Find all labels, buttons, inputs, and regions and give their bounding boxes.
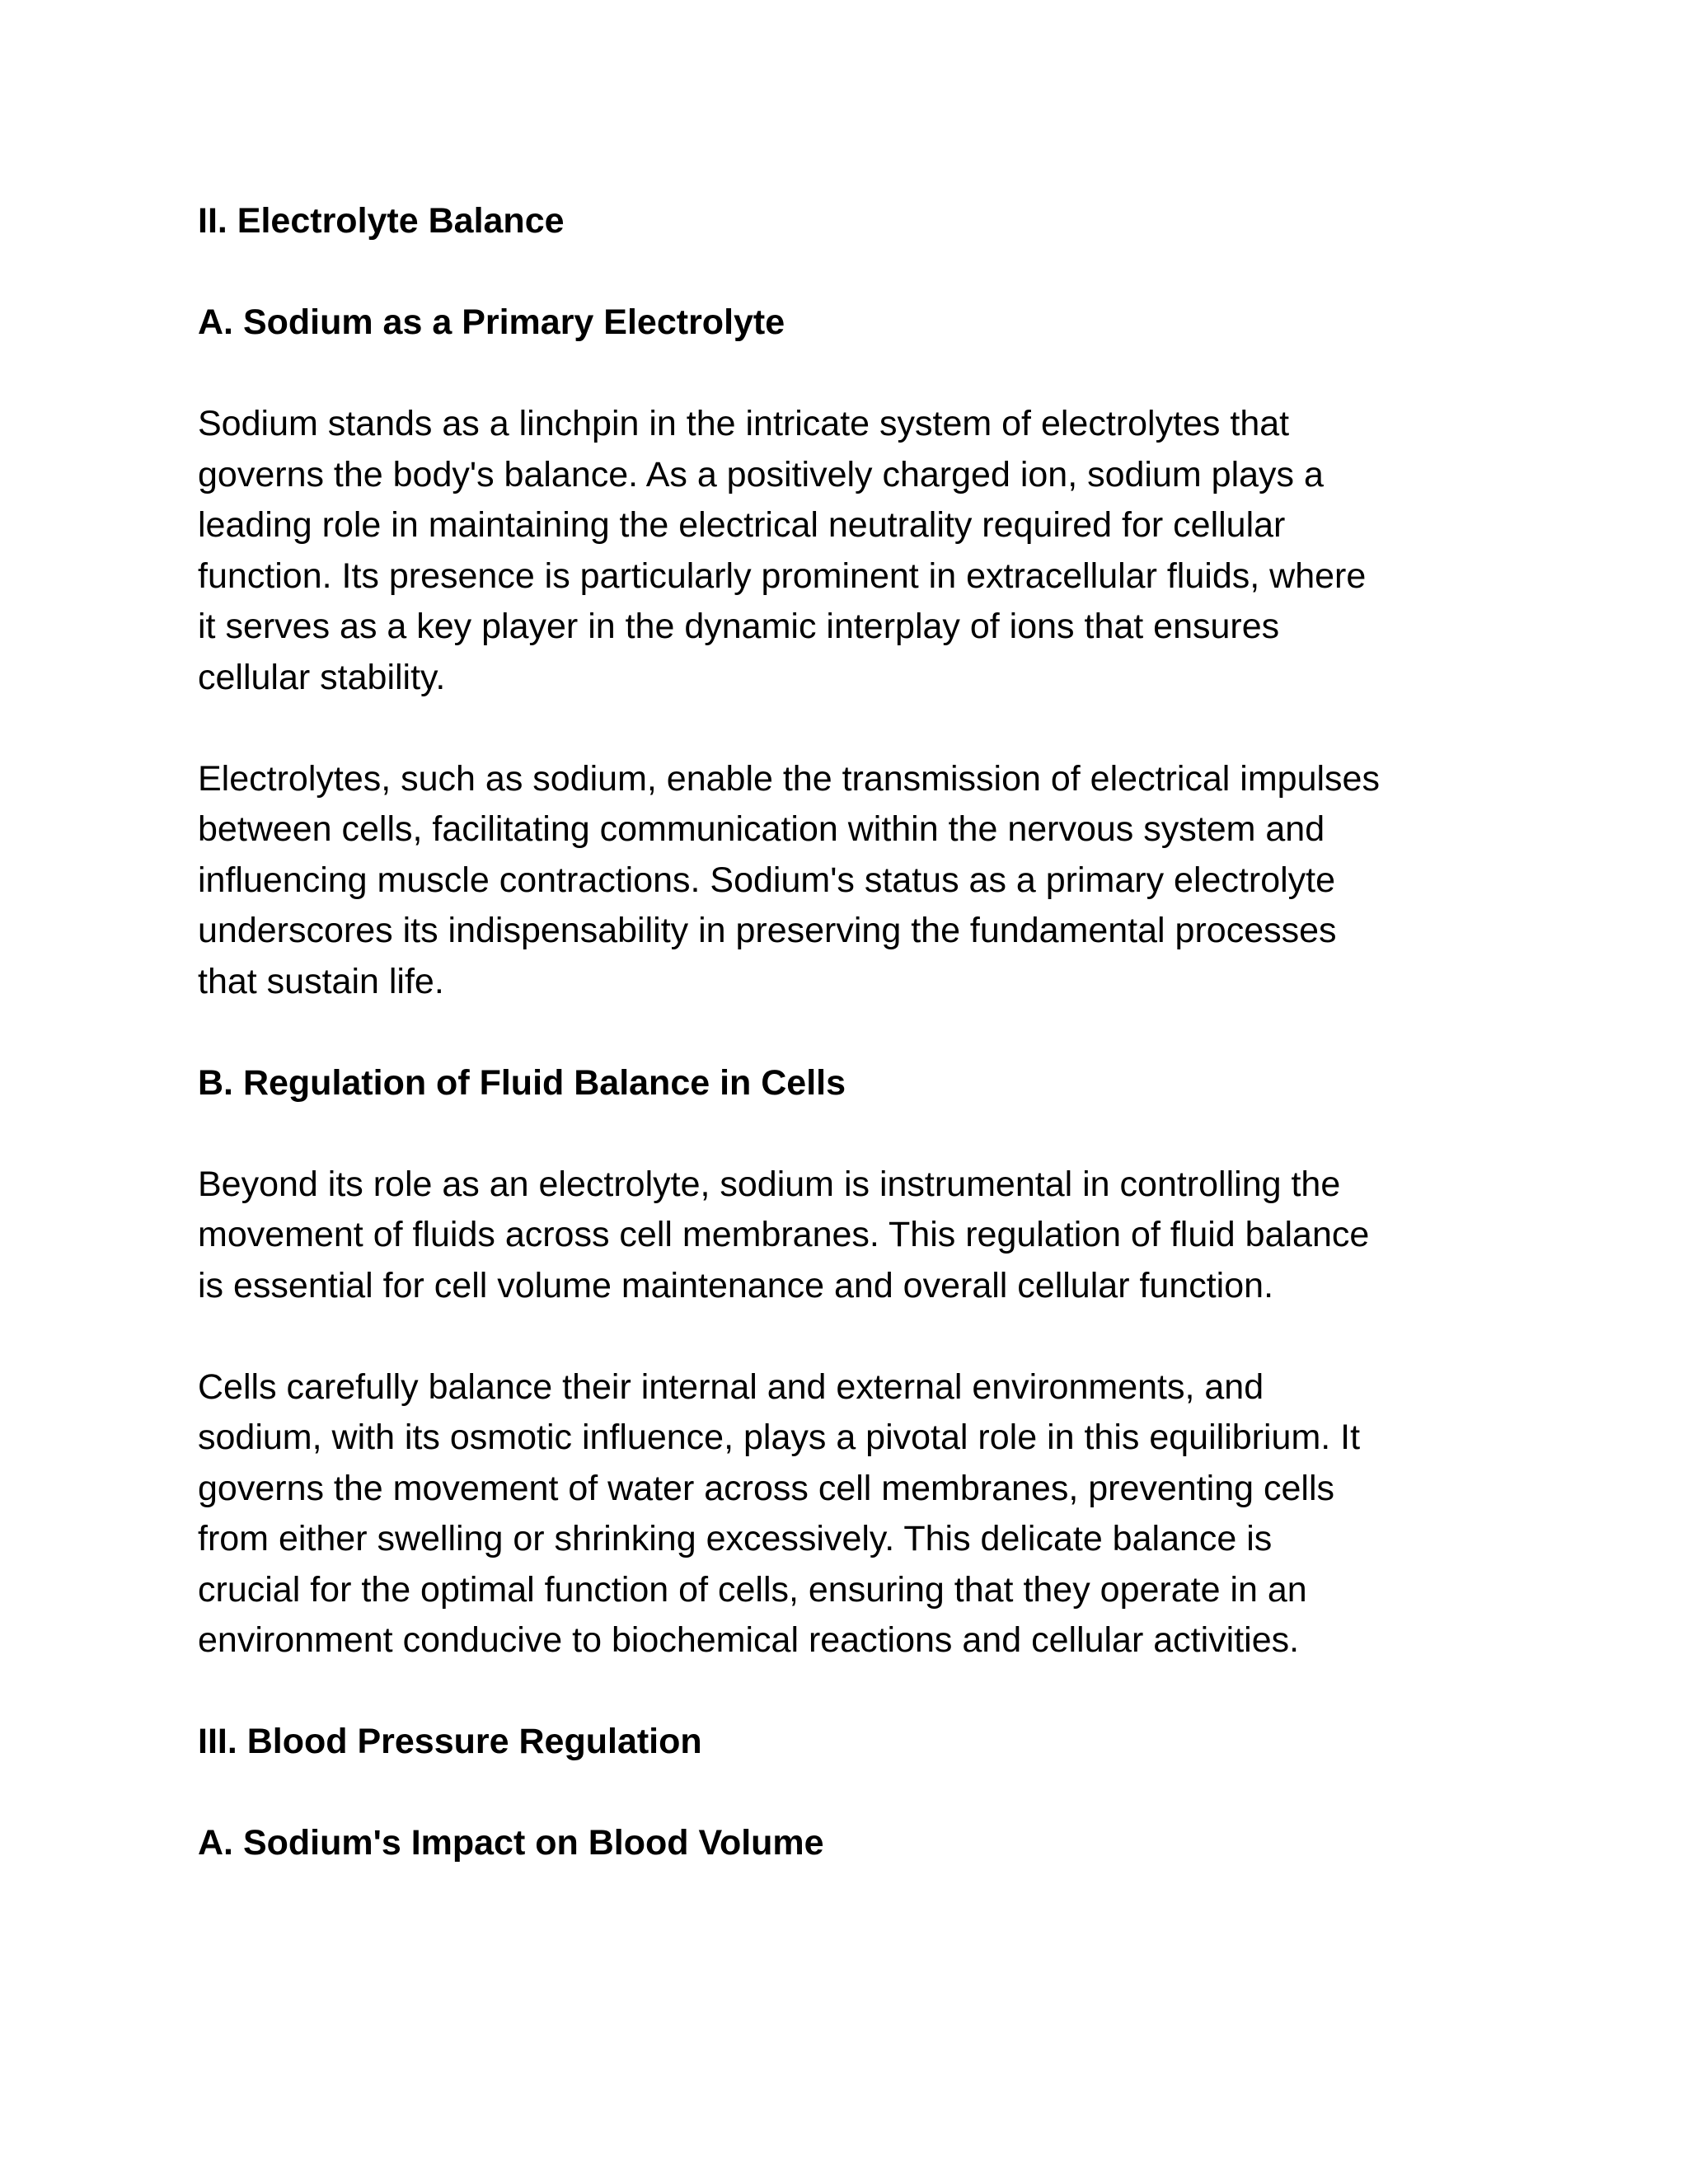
heading-line: II. Electrolyte Balance (198, 201, 565, 241)
subsection-heading-fluid-balance (198, 1058, 1517, 1109)
text-line: leading role in maintaining the electrical neutrality required for cellular (198, 505, 1286, 545)
text-line: between cells, facilitating communication within the nervous system and (198, 809, 1325, 849)
text-line: Electrolytes, such as sodium, enable the transmission of electrical impulses (198, 758, 1380, 799)
subsection-heading-blood-volume (198, 1818, 1517, 1869)
text-line: crucial for the optimal function of cells, ensuring that they operate in an (198, 1569, 1307, 1610)
document-body (198, 196, 1517, 1919)
text-line: governs the body's balance. As a positively charged ion, sodium plays a (198, 454, 1324, 494)
text-line: underscores its indispensability in preserving the fundamental processes (198, 911, 1337, 950)
text-line: sodium, with its osmotic influence, plays a pivotal role in this equilibrium. It (198, 1418, 1361, 1457)
paragraph-cell-equilibrium (198, 1362, 1517, 1666)
text-line: that sustain life. (198, 961, 444, 1001)
text-line: governs the movement of water across cell membranes, preventing cells (198, 1468, 1335, 1508)
text-line: cellular stability. (198, 657, 446, 697)
text-line: from either swelling or shrinking excessively. This delicate balance is (198, 1519, 1273, 1558)
subsection-heading-sodium-primary-electrolyte (198, 298, 1517, 349)
paragraph-sodium-linchpin (198, 399, 1517, 703)
section-heading-blood-pressure (198, 1717, 1517, 1768)
text-line: Cells carefully balance their internal and external environments, and (198, 1366, 1264, 1407)
section-heading-electrolyte-balance (198, 196, 1517, 247)
heading-line: A. Sodium as a Primary Electrolyte (198, 302, 785, 342)
text-line: environment conducive to biochemical reactions and cellular activities. (198, 1620, 1300, 1660)
heading-line: III. Blood Pressure Regulation (198, 1722, 702, 1761)
text-line: function. Its presence is particularly prominent in extracellular fluids, where (198, 555, 1367, 596)
text-line: it serves as a key player in the dynamic interplay of ions that ensures (198, 607, 1280, 646)
paragraph-fluid-movement (198, 1160, 1517, 1312)
text-line: influencing muscle contractions. Sodium's status as a primary electrolyte (198, 860, 1336, 900)
text-line: Beyond its role as an electrolyte, sodium is instrumental in controlling the (198, 1164, 1341, 1204)
text-line: is essential for cell volume maintenance and overall cellular function. (198, 1265, 1274, 1305)
paragraph-electrolytes-impulses (198, 754, 1517, 1008)
heading-line: A. Sodium's Impact on Blood Volume (198, 1823, 824, 1863)
heading-line: B. Regulation of Fluid Balance in Cells (198, 1062, 846, 1103)
text-line: Sodium stands as a linchpin in the intricate system of electrolytes that (198, 404, 1290, 443)
text-line: movement of fluids across cell membranes. This regulation of fluid balance (198, 1215, 1370, 1254)
